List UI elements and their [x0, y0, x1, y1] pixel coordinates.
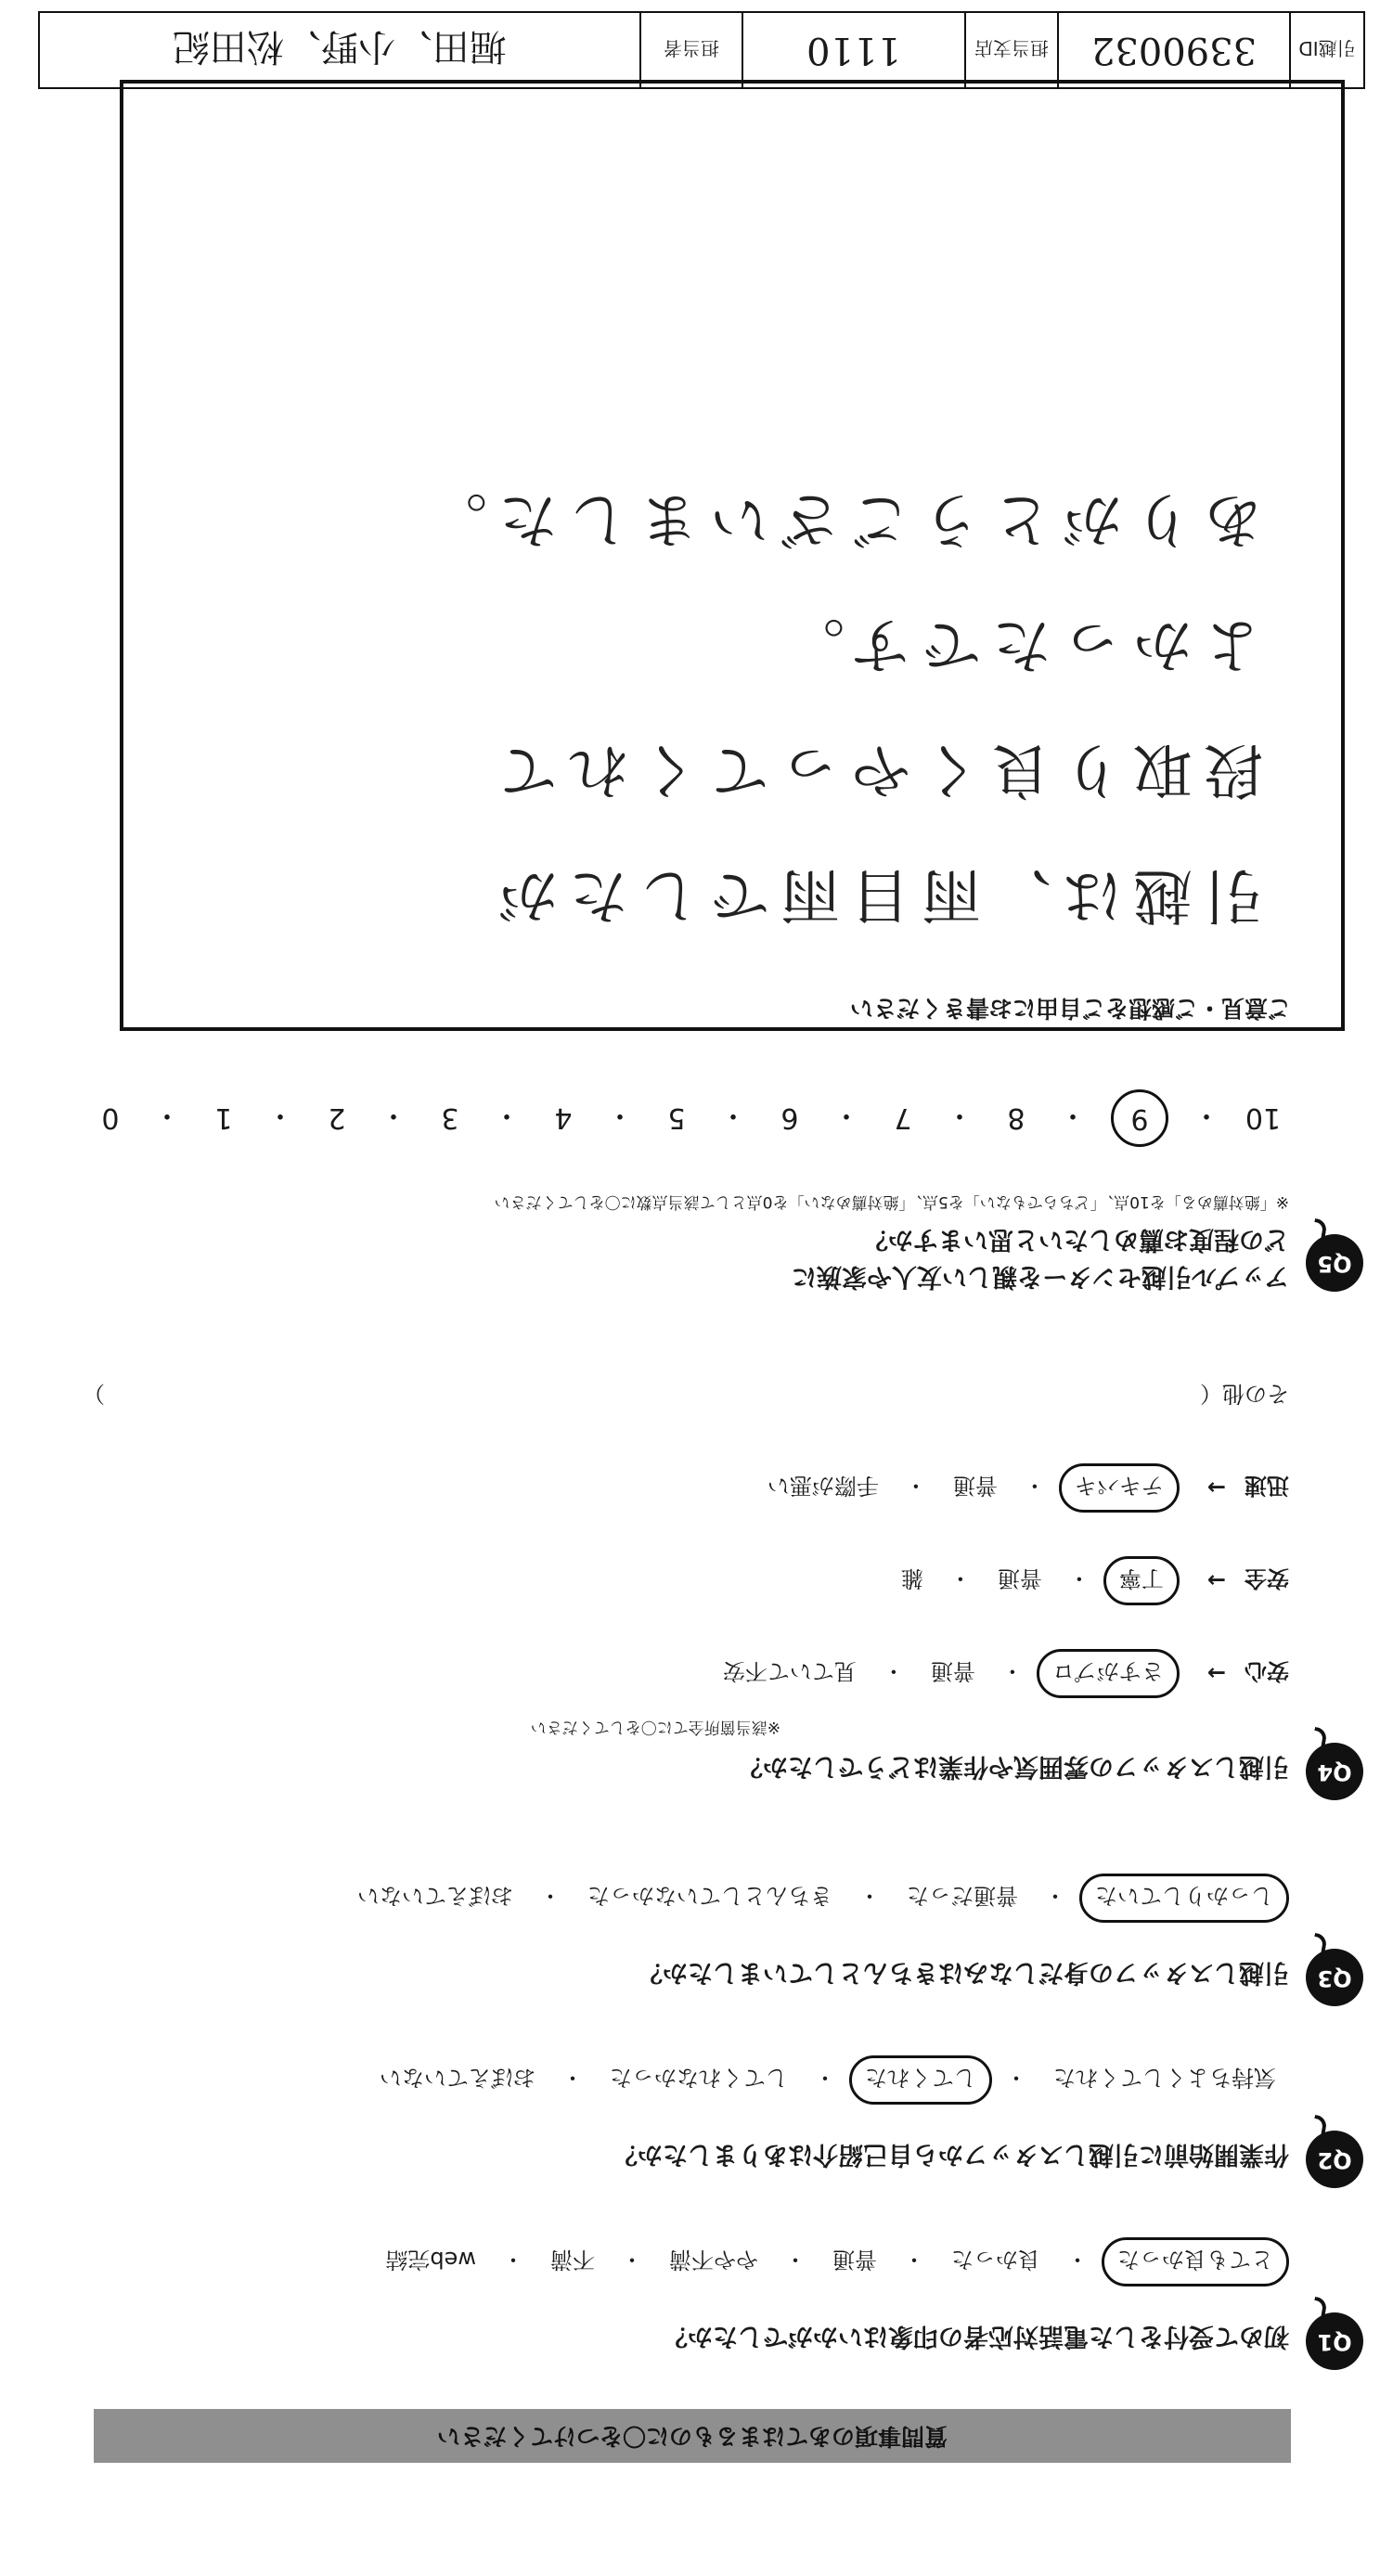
instruction-text: 質問事項のあてはまるものに〇をつけてください	[437, 2423, 948, 2450]
q1-option[interactable]: 良かった	[951, 2247, 1040, 2273]
q4-other-label: その他（	[1200, 1381, 1289, 1407]
q5-score[interactable]: 0	[101, 1101, 120, 1135]
q5-badge: Q5	[1306, 1234, 1363, 1292]
q4-option-selected[interactable]: 丁寧	[1103, 1556, 1180, 1605]
right-arrow-icon: →	[1206, 1660, 1226, 1687]
q2-badge: Q2	[1306, 2131, 1363, 2188]
q4-row-anzen: 安全 → 丁寧 ・ 普通 ・ 雑	[888, 1556, 1289, 1605]
q4-badge: Q4	[1306, 1743, 1363, 1800]
q4-row-label: 安全	[1245, 1565, 1289, 1591]
q5-score[interactable]: 8	[1007, 1101, 1025, 1135]
q4-other	[83, 1380, 1289, 1412]
info-table	[38, 11, 1365, 89]
q4-row-anshin: 安心 → さすがプロ ・ 普通 ・ 見ていて不安	[710, 1649, 1289, 1698]
q5-score[interactable]: 1	[214, 1101, 233, 1135]
id-label: 引越ID	[1298, 37, 1356, 60]
staff-label: 担当者	[664, 37, 719, 60]
q4-other-close: ）	[83, 1381, 105, 1407]
branch-value: 1110	[806, 29, 901, 71]
q1-option[interactable]: web完結	[385, 2247, 476, 2273]
q1-question: 初めて受付をした電話対応者の印象はいかがでしたか？	[663, 2322, 1289, 2351]
q4-option[interactable]: 雑	[900, 1565, 923, 1591]
q3-option[interactable]: 普通だった	[907, 1883, 1018, 1909]
q3-badge: Q3	[1306, 1949, 1363, 2006]
q3-options: しっかりしていた ・ 普通だった ・ きちんとしていなかった ・ おぼえていない	[344, 1874, 1289, 1923]
id-value: 3390032	[1090, 29, 1258, 71]
q2-option[interactable]: してくれなかった	[610, 2065, 788, 2091]
branch-label: 担当支店	[974, 37, 1049, 60]
right-arrow-icon: →	[1206, 1567, 1226, 1594]
branch-label-cell	[964, 13, 1057, 87]
staff-value-cell	[40, 13, 639, 87]
q5-scale: 10 ・ 9 ・ 8 ・ 7 ・ 6 ・ 5 ・ 4 ・ 3 ・ 2 ・ 1 ・ 0	[92, 1089, 1282, 1147]
q5-score[interactable]: 6	[780, 1101, 799, 1135]
q2-options: 気持ちよくしてくれた ・ してくれた ・ してくれなかった ・ おぼえていない	[367, 2055, 1289, 2105]
q3-option-selected[interactable]: しっかりしていた	[1079, 1874, 1289, 1923]
q3-option[interactable]: きちんとしていなかった	[587, 1883, 832, 1909]
q3-option[interactable]: おぼえていない	[357, 1883, 513, 1909]
q5-score[interactable]: 4	[554, 1101, 573, 1135]
id-value-cell	[1057, 13, 1289, 87]
comment-label: ご意見・ご感想をご自由にお書きください	[849, 995, 1291, 1022]
q4-row-label: 迅速	[1245, 1473, 1289, 1499]
right-arrow-icon: →	[1206, 1475, 1226, 1501]
q4-question: 引越しスタッフの雰囲気や作業はどうでしたか？	[738, 1752, 1289, 1781]
q4-option[interactable]: 手際が悪い	[767, 1473, 879, 1499]
q2-question: 作業開始前に引越しスタッフから自己紹介はありましたか？	[613, 2140, 1289, 2169]
staff-value: 堀田、小野、松田紀	[173, 25, 507, 69]
q5-note: ※「絶対薦める」を10点、「どちらでもない」を5点、「絶対薦めない」を0点として該当点数に〇をしてください	[494, 1192, 1289, 1211]
q4-row-label: 安心	[1245, 1658, 1289, 1684]
q2-option[interactable]: 気持ちよくしてくれた	[1053, 2065, 1276, 2091]
q5-score[interactable]: 2	[328, 1101, 346, 1135]
q4-option[interactable]: 見ていて不安	[722, 1658, 857, 1684]
q1-badge: Q1	[1306, 2312, 1363, 2370]
q5-question-line2: どの程度お薦めしたいと思いますか？	[863, 1225, 1289, 1254]
q5-score-selected[interactable]: 9	[1111, 1089, 1168, 1147]
q4-option[interactable]: 普通	[930, 1658, 975, 1684]
q4-option[interactable]: 普通	[997, 1565, 1042, 1591]
q5-score[interactable]: 7	[894, 1101, 912, 1135]
q2-option-selected[interactable]: してくれた	[849, 2055, 992, 2105]
q5-score[interactable]: 5	[667, 1101, 686, 1135]
comment-line: 引越は、雨目雨でしたが	[487, 860, 1263, 929]
q4-option-selected[interactable]: テキパキ	[1059, 1463, 1180, 1513]
comment-line: 段取り良くやってくれて	[487, 735, 1263, 804]
comment-line: ありがとうございました。	[417, 484, 1263, 553]
q1-option-selected[interactable]: とても良かった	[1102, 2237, 1289, 2286]
q5-score[interactable]: 10	[1245, 1101, 1282, 1135]
q3-question: 引越しスタッフの身だしなみはきちんとしていましたか？	[638, 1958, 1289, 1987]
q1-option[interactable]: 不満	[550, 2247, 595, 2273]
q4-row-jinsoku: 迅速 → テキパキ ・ 普通 ・ 手際が悪い	[755, 1463, 1289, 1513]
q2-option[interactable]: おぼえていない	[380, 2065, 535, 2091]
q1-options: とても良かった ・ 良かった ・ 普通 ・ やや不満 ・ 不満 ・ web完結	[372, 2237, 1289, 2286]
q1-option[interactable]: 普通	[832, 2247, 877, 2273]
q5-score[interactable]: 3	[441, 1101, 459, 1135]
comment-line: よかったです。	[774, 610, 1263, 678]
branch-value-cell	[742, 13, 964, 87]
q1-option[interactable]: やや不満	[669, 2247, 758, 2273]
q4-note: ※該当箇所全てに〇をしてください	[530, 1718, 780, 1736]
id-label-cell	[1289, 13, 1363, 87]
q5-question-line1: アップル引越センターを親しい友人や家族に	[792, 1262, 1289, 1291]
q4-option-selected[interactable]: さすがプロ	[1037, 1649, 1180, 1698]
q4-option[interactable]: 普通	[952, 1473, 998, 1499]
staff-label-cell	[639, 13, 742, 87]
